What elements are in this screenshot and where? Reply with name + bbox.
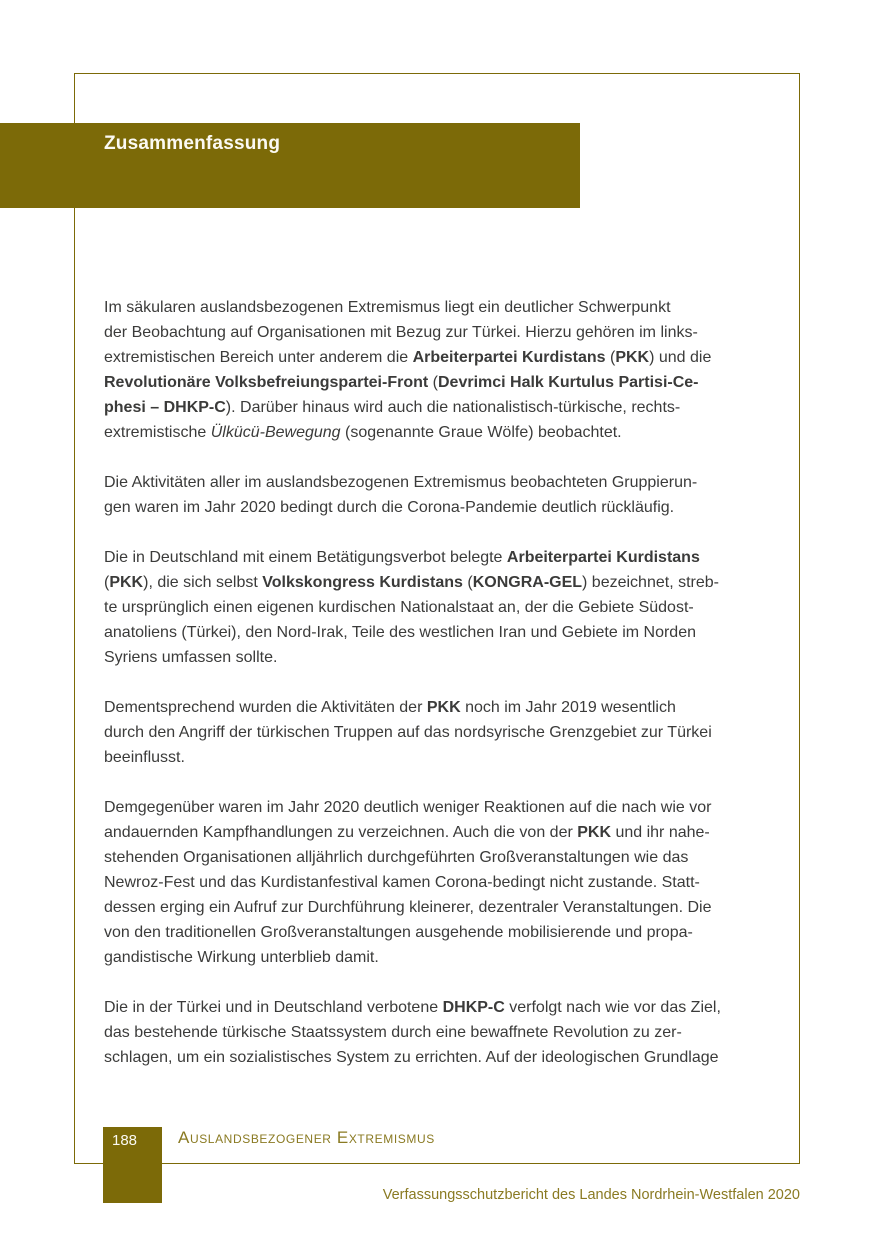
text-segment: extremistischen Bereich unter anderem die [104, 349, 413, 366]
text-segment: Arbeiterpartei Kurdistans [412, 349, 606, 366]
text-segment: ( [605, 349, 616, 366]
text-segment: durch den Angriff der türkischen Truppen auf das nordsyrische Grenzgebiet zur Türkei [104, 724, 712, 741]
paragraph [104, 795, 776, 970]
text-segment: ( [428, 374, 438, 391]
text-segment: PKK [426, 699, 461, 716]
text-segment: dessen erging ein Aufruf zur Durchführung kleinerer, dezentraler Veranstaltungen. Die [104, 899, 712, 916]
text-segment: noch im Jahr 2019 wesentlich [460, 699, 676, 716]
text-segment: ( [462, 574, 473, 591]
text-segment: andauernden Kampfhandlungen zu verzeichnen. Auch die von der [104, 824, 578, 841]
footer-report-title: Verfassungsschutzbericht des Landes Nordrhein-Westfalen 2020 [382, 1187, 800, 1203]
text-segment: gen waren im Jahr 2020 bedingt durch die Corona-Pandemie deutlich rückläufig. [104, 499, 675, 516]
text-segment: ) und die [649, 349, 712, 366]
text-segment: ), die sich selbst [143, 574, 263, 591]
text-segment: Demgegenüber waren im Jahr 2020 deutlich weniger Reaktionen auf die nach wie vor [104, 799, 712, 816]
text-segment: PKK [109, 574, 144, 591]
paragraph [104, 470, 776, 520]
text-segment: Die Aktivitäten aller im auslandsbezogenen Extremismus beobachteten Gruppierun- [104, 474, 698, 491]
section-header-band [0, 123, 580, 208]
paragraph [104, 295, 776, 445]
text-segment: Die in Deutschland mit einem Betätigungsverbot belegte [104, 549, 507, 566]
text-segment: das bestehende türkische Staatssystem durch eine bewaffnete Revolution zu zer- [104, 1024, 682, 1041]
text-segment: ( [104, 574, 110, 591]
text-segment: Arbeiterpartei Kurdistans [506, 549, 700, 566]
paragraph [104, 545, 776, 670]
text-segment: beeinflusst. [104, 749, 185, 766]
text-segment: Revolutionäre Volksbefreiungspartei-Front [104, 374, 429, 391]
text-segment: PKK [577, 824, 612, 841]
text-segment: und ihr nahe- [611, 824, 710, 841]
text-segment: stehenden Organisationen alljährlich durchgeführten Großveranstaltungen wie das [104, 849, 689, 866]
text-segment: anatoliens (Türkei), den Nord-Irak, Teile des westlichen Iran und Gebiete im Norden [104, 624, 696, 641]
text-segment: Newroz-Fest und das Kurdistanfestival kamen Corona-bedingt nicht zustande. Statt- [104, 874, 700, 891]
text-segment: te ursprünglich einen eigenen kurdischen Nationalstaat an, der die Gebiete Südost- [104, 599, 694, 616]
paragraph [104, 695, 776, 770]
text-segment: gandistische Wirkung unterblieb damit. [104, 949, 379, 966]
text-segment: extremistische [104, 424, 211, 441]
body-text [104, 295, 776, 1095]
text-segment: PKK [615, 349, 650, 366]
footer-section-title: Auslandsbezogener Extremismus [178, 1128, 435, 1147]
section-title: Zusammenfassung [104, 133, 281, 154]
text-segment: schlagen, um ein sozialistisches System zu errichten. Auf der ideologischen Grundlage [104, 1049, 719, 1066]
text-segment: Dementsprechend wurden die Aktivitäten der [104, 699, 427, 716]
text-segment: phesi – DHKP-C [104, 399, 226, 416]
text-segment: KONGRA-GEL [472, 574, 583, 591]
text-segment: Ülkücü-Bewegung [210, 424, 341, 441]
footer-page-number-block [103, 1127, 162, 1203]
text-segment: ) bezeichnet, streb- [582, 574, 719, 591]
text-segment: Volkskongress Kurdistans [262, 574, 463, 591]
text-segment: Die in der Türkei und in Deutschland verbotene [104, 999, 443, 1016]
text-segment: der Beobachtung auf Organisationen mit Bezug zur Türkei. Hierzu gehören im links- [104, 324, 698, 341]
text-segment: (sogenannte Graue Wölfe) beobachtet. [340, 424, 622, 441]
text-segment: ). Darüber hinaus wird auch die nationalistisch-türkische, rechts- [225, 399, 681, 416]
paragraph [104, 995, 776, 1070]
text-segment: verfolgt nach wie vor das Ziel, [504, 999, 721, 1016]
text-segment: DHKP-C [442, 999, 505, 1016]
page-number: 188 [112, 1132, 138, 1149]
text-segment: von den traditionellen Großveranstaltungen ausgehende mobilisierende und propa- [104, 924, 693, 941]
text-segment: Syriens umfassen sollte. [104, 649, 278, 666]
text-segment: Devrimci Halk Kurtulus Partisi-Ce- [437, 374, 699, 391]
text-segment: Im säkularen auslandsbezogenen Extremismus liegt ein deutlicher Schwerpunkt [104, 299, 671, 316]
